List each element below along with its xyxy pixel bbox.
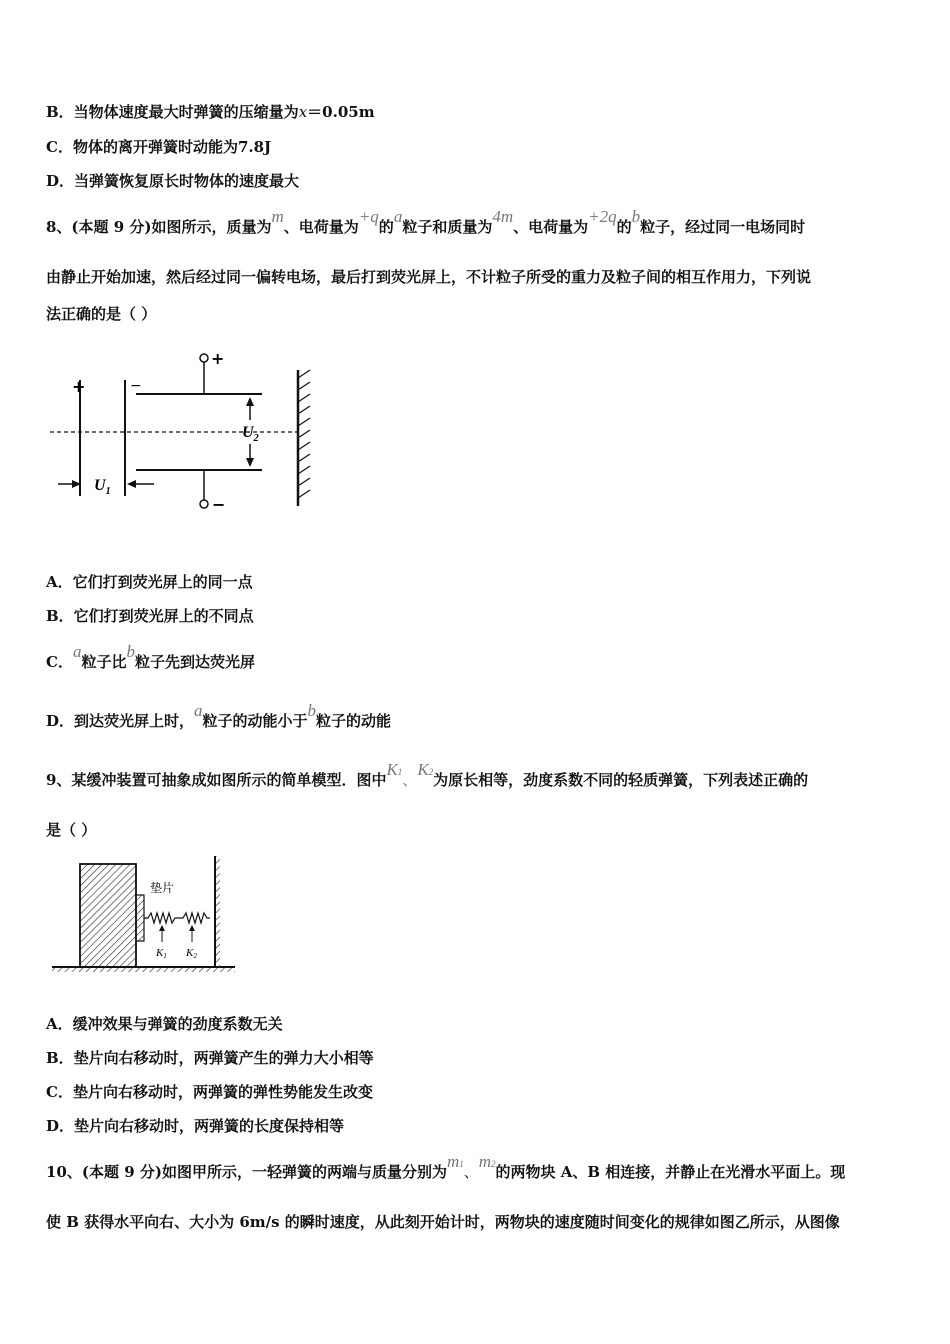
q8-option-a: A．它们打到荧光屏上的同一点: [46, 573, 253, 591]
top-plus: +: [211, 349, 225, 368]
q9-option-c: C．垫片向右移动时，两弹簧的弹性势能发生改变: [46, 1083, 373, 1101]
accel-left-plus: +: [72, 377, 86, 396]
q8-option-b: B．它们打到荧光屏上的不同点: [46, 607, 254, 625]
q10-stem-line2: 使 B 获得水平向右、大小为 6m/s 的瞬时速度，从此刻开始计时，两物块的速度随时间变化的规律如图乙所示，从图像: [46, 1213, 840, 1231]
accel-right-minus: −: [130, 378, 142, 394]
math-plus-q: +q: [358, 207, 379, 226]
q8-option-c: C．a粒子比b粒子先到达荧光屏: [46, 642, 255, 671]
label-u1: $U_1$: [94, 477, 111, 497]
bottom-minus: −: [212, 495, 226, 514]
math-plus-2q: +2q: [588, 207, 617, 226]
q7-option-d: D．当弹簧恢复原长时物体的速度最大: [46, 172, 300, 190]
pad: [136, 895, 144, 941]
q8-stem-line2: 由静止开始加速，然后经过同一偏转电场，最后打到荧光屏上，不计粒子所受的重力及粒子间的相互作用力，下列说: [46, 268, 812, 286]
label-u2: $U_2$: [242, 424, 259, 444]
q8-stem-line3: 法正确的是（ ）: [46, 305, 157, 323]
q7-option-b: B．当物体速度最大时弹簧的压缩量为x＝0.05m: [46, 103, 375, 121]
math-4m: 4m: [492, 207, 514, 226]
q9-option-a: A．缓冲效果与弹簧的劲度系数无关: [46, 1015, 283, 1033]
q9-option-b: B．垫片向右移动时，两弹簧产生的弹力大小相等: [46, 1049, 374, 1067]
q9-option-d: D．垫片向右移动时，两弹簧的长度保持相等: [46, 1117, 345, 1135]
label-k2: K2: [186, 947, 197, 960]
q9-stem-line1: 9、某缓冲装置可抽象成如图所示的简单模型．图中$K^1$、$K^2$为原长相等，劲度系数不同的轻质弹簧，下列表述正确的: [46, 760, 809, 789]
spring-k1: [144, 913, 180, 923]
math-m: m: [271, 207, 284, 226]
q8-stem-line1: 8、(本题 9 分)如图所示，质量为m、电荷量为+q的a粒子和质量为4m、电荷量为+2q的b粒子，经过同一电场同时: [46, 207, 806, 236]
var-x: x: [298, 103, 308, 121]
label-pad: 垫片: [150, 881, 175, 895]
q8-option-d: D．到达荧光屏上时，a粒子的动能小于b粒子的动能: [46, 701, 392, 730]
q10-stem-line1: 10、(本题 9 分)如图甲所示，一轻弹簧的两端与质量分别为$m^1$、$m^2$的两物块 A、B 相连接，并静止在光滑水平面上。现: [46, 1152, 846, 1181]
math-b: b: [631, 207, 641, 226]
spring-k2: [180, 913, 210, 923]
q9-stem-line2: 是（ ）: [46, 821, 97, 839]
block: [80, 864, 136, 967]
math-a: a: [393, 207, 403, 226]
q7-option-c: C．物体的离开弹簧时动能为7.8J: [46, 138, 272, 156]
q8-deflection-figure: [44, 340, 324, 540]
q9-buffer-figure: [50, 852, 240, 978]
label-k1: K1: [156, 947, 167, 960]
